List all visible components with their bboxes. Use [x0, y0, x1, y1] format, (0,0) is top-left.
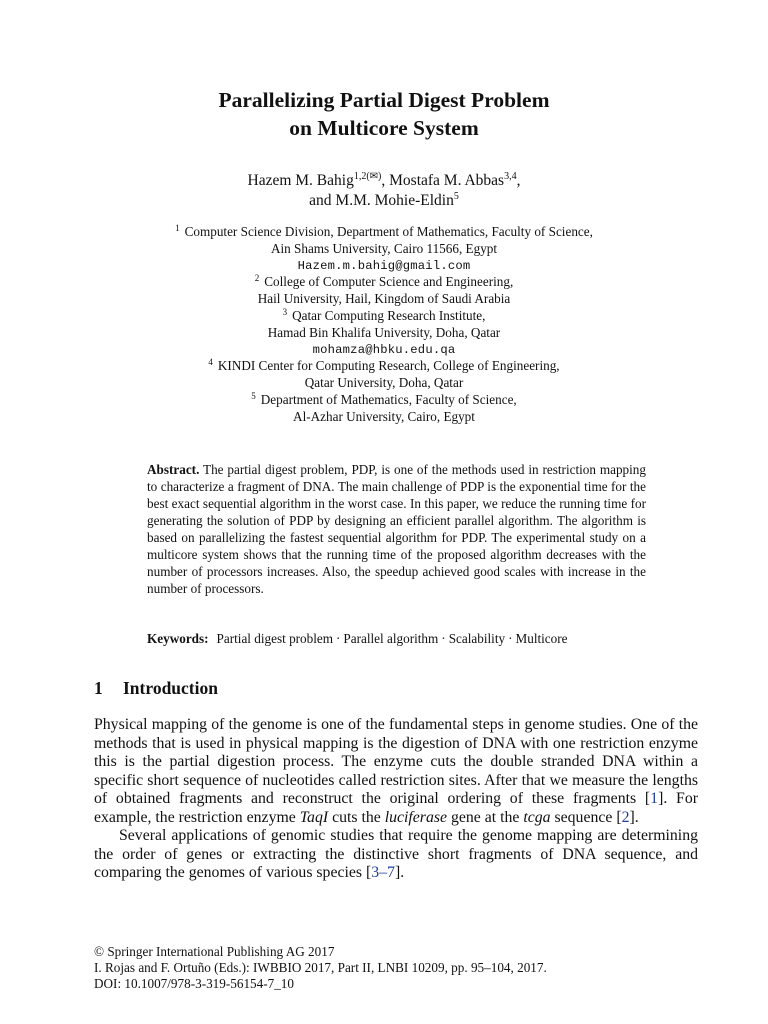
paragraph [94, 716, 698, 827]
affiliation-number: 5 [251, 390, 256, 401]
keyword: Multicore [515, 631, 568, 646]
text-run: sequence [ [550, 808, 622, 826]
author-conjunction: and [309, 192, 336, 209]
footer-copyright: © Springer International Publishing AG 2017 [94, 944, 335, 959]
citation-link[interactable]: 1 [650, 790, 659, 807]
title-line-2: on Multicore System [289, 116, 479, 140]
affiliation-email[interactable]: mohamza@hbku.edu.qa [312, 342, 456, 357]
copyright-footer [94, 944, 547, 992]
text-run: ]. [629, 808, 639, 826]
section-number: 1 [94, 678, 103, 698]
author-line-1 [0, 171, 768, 191]
affiliation-line: Al-Azhar University, Cairo, Egypt [293, 408, 475, 424]
section-title: Introduction [123, 678, 218, 698]
text-run: ]. For example, the restriction enzyme [94, 790, 698, 826]
affiliation-number: 2 [254, 273, 260, 284]
keyword-separator: · [441, 631, 446, 646]
author-list [0, 171, 768, 211]
affiliation-text: Qatar Computing Research Institute, [292, 307, 486, 323]
author-separator: , [516, 172, 521, 189]
paper-title [0, 86, 768, 142]
abstract [147, 461, 646, 597]
affiliation-line: Qatar University, Doha, Qatar [304, 375, 464, 391]
author-name: Mostafa M. Abbas [389, 172, 505, 189]
keyword-separator: · [508, 631, 513, 646]
footer-doi: DOI: 10.1007/978-3-319-56154-7_10 [94, 976, 294, 991]
text-run: Physical mapping of the genome is one of the fundamental steps in genome studies. One of the methods that is used in physical mapping is the digestion of DNA with one restriction enzyme this is the partial digestion process. The enzyme cuts the double stranded DNA within a specific short sequence of nucleotides called restriction sites. After that we measure the lengths of obtained fragments and reconstruct the original ordering of these fragments [ [94, 716, 698, 807]
keyword-separator: · [336, 631, 341, 646]
affiliation-line: Hail University, Hail, Kingdom of Saudi Arabia [257, 291, 511, 307]
affiliation-line [0, 392, 768, 409]
affiliation-line [0, 358, 768, 375]
keyword: Scalability [448, 631, 506, 646]
text-run: gene at the [447, 808, 524, 826]
keywords-label: Keywords: [147, 631, 209, 646]
affiliation-number: 4 [208, 357, 213, 368]
keyword: Parallel algorithm [343, 631, 439, 646]
affiliation-text: Computer Science Division, Department of Mathematics, Faculty of Science, [184, 224, 593, 239]
affiliation-list [0, 224, 768, 426]
affiliation-line [0, 224, 768, 241]
affiliation-line: Ain Shams University, Cairo 11566, Egypt [270, 240, 498, 256]
affiliation-number: 3 [282, 306, 288, 317]
italic-term: TaqI [299, 808, 329, 826]
abstract-text: The partial digest problem, PDP, is one of the methods used in restriction mapping to characterize a fragment of DNA. The main challenge of PDP is the exponential time for the best exact sequential algorithm in the worst case. In this paper, we reduce the running time for generating the solution of PDP by designing an efficient parallel algorithm. The algorithm is based on parallelizing the fastest sequential algorithm for PDP. The experimental study on a multicore system shows that the running time of the proposed algorithm decreases with the number of processors increases. Also, the speedup achieved good scales with increase in the number of processors. [147, 462, 646, 596]
citation-link[interactable]: 3–7 [371, 864, 395, 881]
body-text [94, 716, 698, 883]
author-affiliation-mark: 3,4 [504, 171, 517, 182]
author-affiliation-mark: 5 [453, 191, 459, 202]
section-heading [94, 677, 218, 699]
footer-proceedings: I. Rojas and F. Ortuño (Eds.): IWBBIO 2017, Part II, LNBI 10209, pp. 95–104, 2017. [94, 960, 547, 975]
italic-term: luciferase [384, 808, 448, 826]
paragraph [94, 827, 698, 883]
author-name: Hazem M. Bahig [247, 172, 354, 189]
abstract-label: Abstract. [147, 462, 200, 477]
affiliation-line [0, 274, 768, 291]
affiliation-text: Department of Mathematics, Faculty of Science, [260, 391, 517, 407]
author-separator: , [381, 172, 390, 189]
affiliation-email[interactable]: Hazem.m.bahig@gmail.com [297, 258, 471, 273]
text-run: cuts the [328, 808, 385, 826]
affiliation-number: 1 [175, 223, 180, 233]
affiliation-line: Hamad Bin Khalifa University, Doha, Qatar [267, 324, 501, 340]
author-name: M.M. Mohie-Eldin [335, 192, 454, 209]
text-run: Several applications of genomic studies that require the genome mapping are determining the order of genes or extracting the distinctive short fragments of DNA sequence, and comparing the genomes of various species [ [94, 827, 698, 881]
author-line-2 [0, 191, 768, 211]
text-run: ]. [394, 864, 405, 881]
affiliation-text: KINDI Center for Computing Research, College of Engineering, [217, 358, 560, 374]
keywords [147, 630, 667, 647]
affiliation-line [0, 308, 768, 325]
title-line-1: Parallelizing Partial Digest Problem [218, 88, 550, 112]
keyword: Partial digest problem [216, 631, 334, 646]
citation-link[interactable]: 2 [621, 808, 630, 826]
author-affiliation-mark: 1,2(✉) [353, 171, 382, 182]
italic-term: tcga [523, 808, 551, 826]
affiliation-text: College of Computer Science and Engineering, [264, 274, 514, 290]
